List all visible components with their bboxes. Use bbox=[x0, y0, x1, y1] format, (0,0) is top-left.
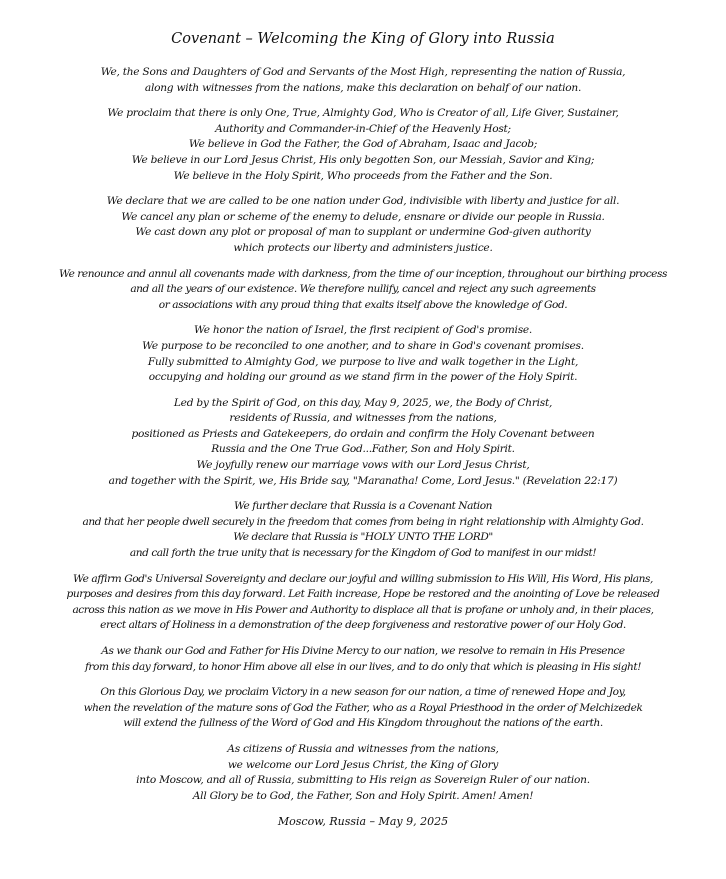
text-line: purposes and desires from this day forward. Let Faith increase, Hope be restored and the anointing of Love be released bbox=[66, 588, 660, 601]
text-line: and all the years of our existence. We therefore nullify, cancel and reject any such agreements bbox=[130, 283, 596, 296]
text-line: We believe in God the Father, the God of Abraham, Isaac and Jacob; bbox=[188, 138, 538, 151]
text-line: which protects our liberty and administers justice. bbox=[233, 241, 493, 254]
text-line: We honor the nation of Israel, the first recipient of God's promise. bbox=[193, 324, 533, 337]
text-line: from this day forward, to honor Him above all else in our lives, and to do only that which is pleasing in His sight! bbox=[84, 660, 642, 673]
text-line: We joyfully renew our marriage vows with our Lord Jesus Christ, bbox=[196, 459, 530, 472]
text-line: positioned as Priests and Gatekeepers, do ordain and confirm the Holy Covenant between bbox=[131, 427, 595, 440]
paragraph-proclamation bbox=[8, 106, 718, 184]
paragraph-israel bbox=[8, 323, 718, 385]
text-line: All Glory be to God, the Father, Son and Holy Spirit. Amen! Amen! bbox=[192, 789, 534, 802]
text-line: We declare that we are called to be one nation under God, indivisible with liberty and justice for all. bbox=[106, 195, 620, 208]
text-line: We cancel any plan or scheme of the enemy to delude, ensnare or divide our people in Russia. bbox=[121, 210, 605, 223]
text-line: We believe in our Lord Jesus Christ, His only begotten Son, our Messiah, Savior and King; bbox=[131, 153, 595, 166]
text-line: We proclaim that there is only One, True, Almighty God, Who is Creator of all, Life Giver, Sustainer, bbox=[107, 107, 619, 120]
text-line: into Moscow, and all of Russia, submitting to His reign as Sovereign Ruler of our nation. bbox=[136, 774, 590, 787]
text-line: We affirm God's Universal Sovereignty and declare our joyful and willing submission to His Will, His Word, His plans, bbox=[73, 572, 653, 585]
text-line: when the revelation of the mature sons of God the Father, who as a Royal Priesthood in the order of Melchizedek bbox=[83, 701, 643, 714]
text-line: We declare that Russia is "HOLY UNTO THE LORD" bbox=[233, 531, 493, 544]
text-line: As we thank our God and Father for His Divine Mercy to our nation, we resolve to remain in His Presence bbox=[101, 645, 625, 657]
text-line: On this Glorious Day, we proclaim Victory in a new season for our nation, a time of renewed Hope and Joy, bbox=[100, 686, 626, 699]
text-line: Russia and the One True God...Father, Son and Holy Spirit. bbox=[211, 443, 515, 456]
text-line: erect altars of Holiness in a demonstration of the deep forgiveness and restorative power of our Holy God. bbox=[100, 619, 626, 632]
paragraph-sovereignty bbox=[8, 572, 718, 634]
paragraph-one-nation bbox=[8, 194, 718, 256]
text-line: or associations with any proud thing that exalts itself above the knowledge of God. bbox=[158, 298, 568, 311]
text-line: We cast down any plot or proposal of man to supplant or undermine God-given authority bbox=[135, 226, 591, 239]
place-and-date: Moscow, Russia – May 9, 2025 bbox=[277, 815, 449, 829]
paragraph-thanks bbox=[8, 644, 718, 675]
text-line: across this nation as we move in His Power and Authority to displace all that is profane or unholy and, in their places, bbox=[72, 603, 654, 616]
text-line: As citizens of Russia and witnesses from the nations, bbox=[227, 742, 499, 755]
text-line: We renounce and annul all covenants made with darkness, from the time of our inception, throughout our birthing process bbox=[59, 267, 667, 280]
paragraph-covenant-nation bbox=[8, 499, 718, 561]
text-line: We purpose to be reconciled to one another, and to share in God's covenant promises. bbox=[142, 339, 584, 352]
text-line: and call forth the true unity that is necessary for the Kingdom of God to manifest in our midst! bbox=[129, 547, 597, 560]
text-line: We further declare that Russia is a Covenant Nation bbox=[233, 500, 493, 513]
text-line: and that her people dwell securely in the freedom that comes from being in right relationship with Almighty God. bbox=[82, 515, 644, 528]
paragraph-holy-covenant bbox=[8, 396, 718, 490]
text-line: Authority and Commander-in-Chief of the Heavenly Host; bbox=[215, 122, 511, 135]
document-title: Covenant – Welcoming the King of Glory into Russia bbox=[171, 31, 555, 47]
text-line: We believe in the Holy Spirit, Who proceeds from the Father and the Son. bbox=[173, 169, 553, 182]
paragraph-welcome bbox=[8, 742, 718, 804]
text-line: and together with the Spirit, we, His Bride say, "Maranatha! Come, Lord Jesus." (Revelation 22:17) bbox=[108, 474, 618, 487]
text-line: occupying and holding our ground as we stand firm in the power of the Holy Spirit. bbox=[148, 371, 578, 384]
paragraph-renounce bbox=[8, 267, 718, 314]
text-line: Fully submitted to Almighty God, we purpose to live and walk together in the Light, bbox=[147, 355, 579, 368]
paragraph-victory bbox=[8, 685, 718, 732]
text-line: Led by the Spirit of God, on this day, May 9, 2025, we, the Body of Christ, bbox=[173, 396, 553, 409]
text-line: will extend the fullness of the Word of God and His Kingdom throughout the nations of the earth. bbox=[123, 717, 603, 730]
paragraph-opening bbox=[8, 65, 718, 96]
text-line: We, the Sons and Daughters of God and Servants of the Most High, representing the nation of Russia, bbox=[100, 66, 626, 78]
text-line: we welcome our Lord Jesus Christ, the King of Glory bbox=[227, 758, 499, 771]
text-line: along with witnesses from the nations, make this declaration on behalf of our nation. bbox=[144, 81, 582, 94]
text-line: residents of Russia, and witnesses from the nations, bbox=[229, 412, 497, 425]
